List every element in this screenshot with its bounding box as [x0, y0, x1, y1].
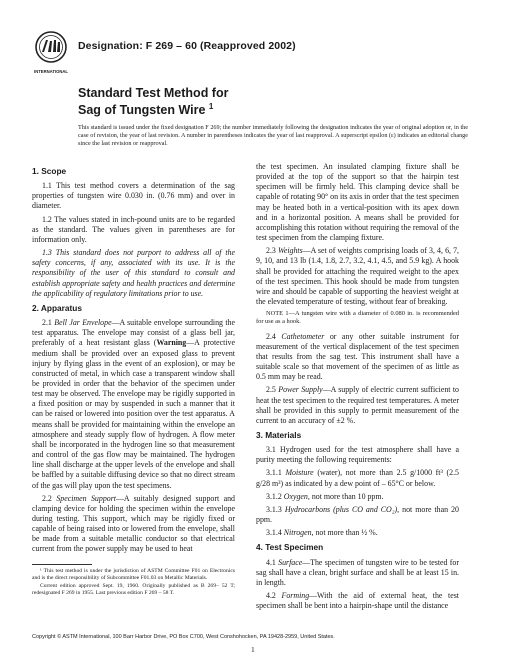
section-heading-scope: 1. Scope [32, 166, 67, 176]
footnote-divider [32, 564, 92, 565]
paragraph-4-1: 4.1 Surface—The specimen of tungsten wire to be tested for sag shall have a clean, bright surface and shall be at least 15 in. in length. [256, 557, 459, 587]
astm-logo [34, 30, 68, 76]
paragraph-2-5: 2.5 Power Supply—A supply of electric current sufficient to heat the test specimen to the required test temperatures. A meter shall be provided in this supply to permit measurement of the current to an accuracy of ±2 %. [256, 385, 459, 425]
logo-caption: INTERNATIONAL [34, 69, 68, 74]
paragraph-2-1: 2.1 Bell Jar Envelope—A suitable envelope surrounding the test apparatus. The envelope may consist of a glass bell jar, preferably of a heat resistant glass (Warning—A protective medium shall be provided over an exposed glass to prevent injury by flying glass in the event of an explosion), or may be constructed of metal, in which case a transparent window shall be provided in order that the behavior of the specimen under test may be observed. The envelope may be rigidly supported in a fixed position or may by suspended in such a manner that it can be raised or lowered into position over the test apparatus. A means shall be provided for maintaining within the envelope an atmosphere and steady supply flow of hydrogen. A flow meter shall be incorporated in the hydrogen line so that measurement and control of the gas flow may be maintained. The hydrogen line shall discharge at the upper levels of the envelope and shall be baffled by a suitable diffusing device so that no direct stream of the gas will play upon the test specimens. [32, 318, 236, 490]
title-footnote-mark: 1 [208, 102, 214, 111]
section-heading-apparatus: 2. Apparatus [32, 302, 82, 313]
footnotes [32, 568, 235, 598]
footnote-1: ¹ This test method is under the jurisdiction of ASTM Committee F01 on Electronics and is the direct responsibility of Subcommittee F01.03 on Metallic Materials. [32, 568, 235, 581]
paragraph-1-3: 1.3 This standard does not purport to address all of the safety concerns, if any, associated with its use. It is the responsibility of the user of this standard to consult and establish appropriate safety and health practices and determine the applicability of regulatory limitations prior to use. [32, 248, 235, 298]
paragraph-1-1: 1.1 This test method covers a determination of the sag properties of tungsten wire 0.030 in. (0.76 mm) and over in diameter. [32, 181, 235, 211]
paragraph-2-2-continued: the test specimen. An insulated clamping fixture shall be provided at the top of the support so that the hairpin test specimen will be firmly held. This clamping device shall be capable of rotating 90° on its axis in order that the test specimen may be heated both in a vertical-position with its apex down and in a horizontal position. A means shall be provided for accomplishing this rotation without requiring the removal of the test specimen from the clamping fixture. [256, 162, 459, 243]
section-heading-test-specimen: 4. Test Specimen [256, 542, 324, 553]
standard-issue-note: This standard is issued under the fixed designation F 269; the number immediately following the designation indicates the year of original adoption or, in the case of revision, the year of last revision. A number in parentheses indicates the year of last reapproval. A superscript epsilon (ε) indicates an editorial change since the last revision or reapproval. [78, 124, 468, 147]
left-column [32, 162, 235, 558]
section-heading-materials: 3. Materials [256, 430, 302, 440]
title-line-2: Sag of Tungsten Wire $^1$ [78, 102, 214, 118]
paragraph-3-1-1: 3.1.1 Moisture (water), not more than 2.5 g/1000 ft³ (2.5 g/28 m³) as indicated by a dew point of – 65°C or below. [256, 468, 459, 488]
designation: Designation: F 269 – 60 (Reapproved 2002) [78, 40, 296, 52]
footnote-1-edition: Current edition approved Sept. 19, 1960. Originally published as B 269– 52 T; redesignated F 269 in 1955. Last previous edition F 269 – 58 T. [32, 583, 235, 596]
paragraph-3-1-4: 3.1.4 Nitrogen, not more than ½ %. [266, 528, 378, 538]
paragraph-4-2: 4.2 Forming—With the aid of external heat, the test specimen shall be bent into a hairpin-shape until the distance [256, 591, 459, 611]
right-column [256, 162, 459, 614]
title-line-1: Standard Test Method for [78, 86, 229, 100]
page-number: 1 [251, 645, 255, 654]
paragraph-2-2: 2.2 Specimen Support—A suitably designed support and clamping device for holding the specimen within the envelope during testing. This support, which may be rigidly fixed or capable of being raised into or lowered from the envelope, shall be made from a suitable metallic conductor so that electrical current from the power supply may be used to heat [32, 493, 235, 554]
paragraph-3-1-2: 3.1.2 Oxygen, not more than 10 ppm. [266, 491, 384, 501]
paragraph-2-4: 2.4 Cathetometer or any other suitable instrument for measurement of the vertical displacement of the test specimen that results from the sag test. This instrument shall have a suitable scale so that movement of the specimen of as little as 0.5 mm may be read. [256, 331, 459, 382]
copyright-line: Copyright © ASTM International, 100 Barr Harbor Drive, PO Box C700, West Conshohocken, PA 19428-2959, United States. [32, 634, 335, 640]
paragraph-2-3: 2.3 Weights—A set of weights comprising loads of 3, 4, 6, 7, 9, 10, and 13 lb (1.4, 1.8, 2.7, 3.2, 4.1, 4.5, and 5.9 kg). A hook shall be provided for attaching the required weight to the apex of the test specimen. This hook should be made from tungsten wire and should be capable of supporting the heaviest weight at the elevated temperature of testing, without fear of breaking. [256, 246, 459, 307]
document-title [78, 86, 228, 117]
note-1: NOTE 1—A tungsten wire with a diameter of 0.080 in. is recommended for use as a hook. [256, 310, 459, 326]
paragraph-3-1-3: 3.1.3 Hydrocarbons (plus CO and CO₂), not more than 20 ppm. [256, 504, 459, 525]
paragraph-1-2: 1.2 The values stated in inch-pound units are to be regarded as the standard. The values given in parentheses are for information only. [32, 214, 235, 244]
paragraph-3-1: 3.1 Hydrogen used for the test atmosphere shall have a purity meeting the following requirements: [256, 445, 459, 465]
